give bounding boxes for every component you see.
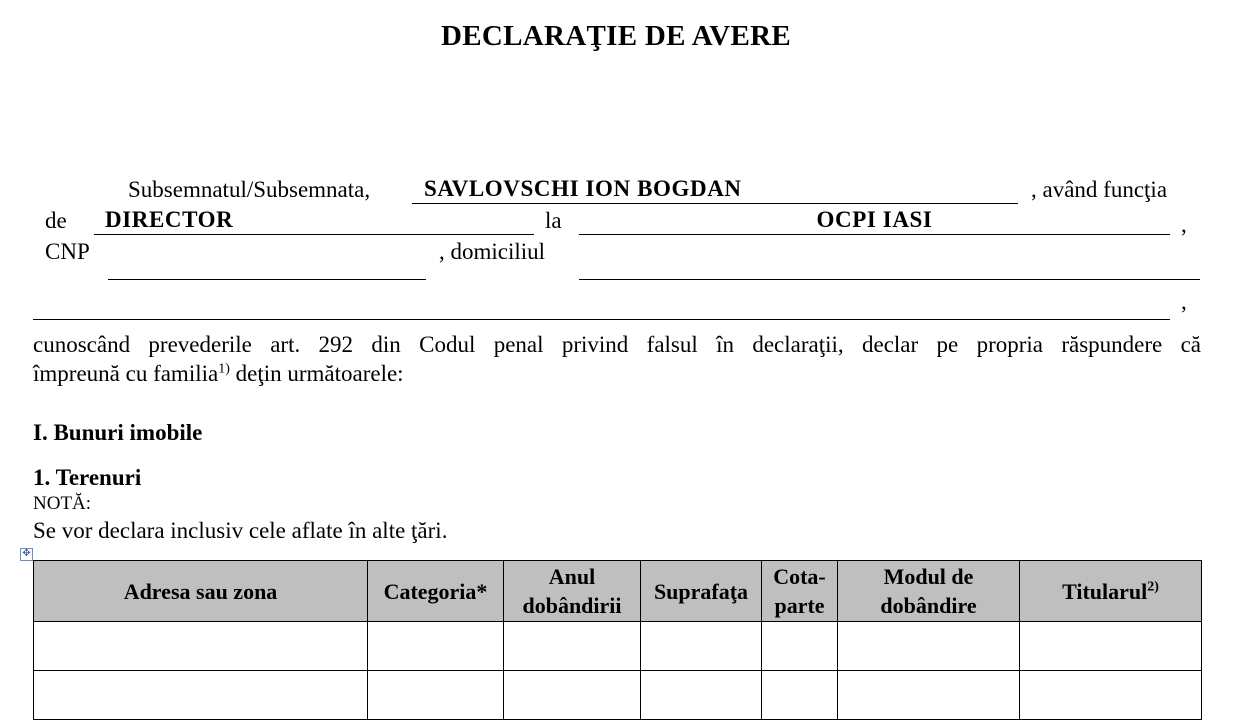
table-cell[interactable] [762, 671, 838, 720]
table-cell[interactable] [368, 671, 504, 720]
table-cell[interactable] [504, 671, 641, 720]
function-value[interactable]: DIRECTOR [105, 207, 234, 232]
table-cell[interactable] [838, 622, 1020, 671]
table-cell[interactable] [368, 622, 504, 671]
declaration-line-1: cunoscând prevederile art. 292 din Codul penal privind falsul în declaraţii, declar pe propria răspundere că [33, 332, 1201, 357]
table-cell[interactable] [34, 622, 368, 671]
footnote-1-ref: 1) [218, 361, 230, 377]
declaration-line-2: împreună cu familia$^{1)}$ deţin următoarele: [33, 361, 404, 386]
table-cell[interactable] [1020, 671, 1202, 720]
table-cell[interactable] [641, 671, 762, 720]
function-field-line[interactable] [94, 234, 534, 235]
document-title: DECLARAŢIE DE AVERE [440, 20, 792, 52]
nota-text: Se vor declara inclusiv cele aflate în alte ţări. [33, 518, 448, 543]
nota-label: NOTĂ: [33, 493, 92, 514]
cnp-field-line[interactable] [108, 279, 426, 280]
institution-value[interactable]: OCPI IASI [816, 207, 933, 232]
header-suprafata: Suprafaţa [641, 561, 762, 622]
table-header-row [34, 561, 1202, 622]
subsemnatul-label: Subsemnatul/Subsemnata, [128, 177, 371, 202]
subsection-title: 1. Terenuri [33, 465, 142, 490]
avand-functia-label: , având funcţia [1031, 177, 1168, 202]
header-cota: Cota- parte [762, 561, 838, 622]
table-cell[interactable] [838, 671, 1020, 720]
move-cross-icon[interactable]: ✥ [20, 548, 33, 561]
header-anul: Anul dobândirii [504, 561, 641, 622]
terenuri-table [33, 560, 1202, 720]
name-field-line[interactable] [412, 203, 1018, 204]
la-label: la [545, 208, 562, 233]
header-titularul: Titularul$^{2)}$ [1020, 561, 1202, 622]
table-row [34, 622, 1202, 671]
domicile-field-line-2[interactable] [33, 319, 1170, 320]
table-cell[interactable] [762, 622, 838, 671]
table-cell[interactable] [504, 622, 641, 671]
institution-field-line[interactable] [579, 234, 1170, 235]
name-value[interactable]: SAVLOVSCHI ION BOGDAN [424, 176, 742, 201]
header-modul: Modul de dobândire [838, 561, 1020, 622]
table-cell[interactable] [1020, 622, 1202, 671]
table-row [34, 671, 1202, 720]
footnote-2-ref: 2) [1147, 579, 1159, 595]
domiciliul-label: , domiciliul [439, 239, 546, 264]
domicile-field-line[interactable] [579, 279, 1200, 280]
table-cell[interactable] [34, 671, 368, 720]
header-adresa: Adresa sau zona [34, 561, 368, 622]
de-label: de [45, 208, 67, 233]
cnp-label: CNP [45, 239, 90, 264]
header-categoria: Categoria* [368, 561, 504, 622]
table-cell[interactable] [641, 622, 762, 671]
comma-separator: , [1181, 212, 1187, 237]
section-title: I. Bunuri imobile [33, 420, 203, 445]
comma-separator-2: , [1181, 289, 1187, 314]
